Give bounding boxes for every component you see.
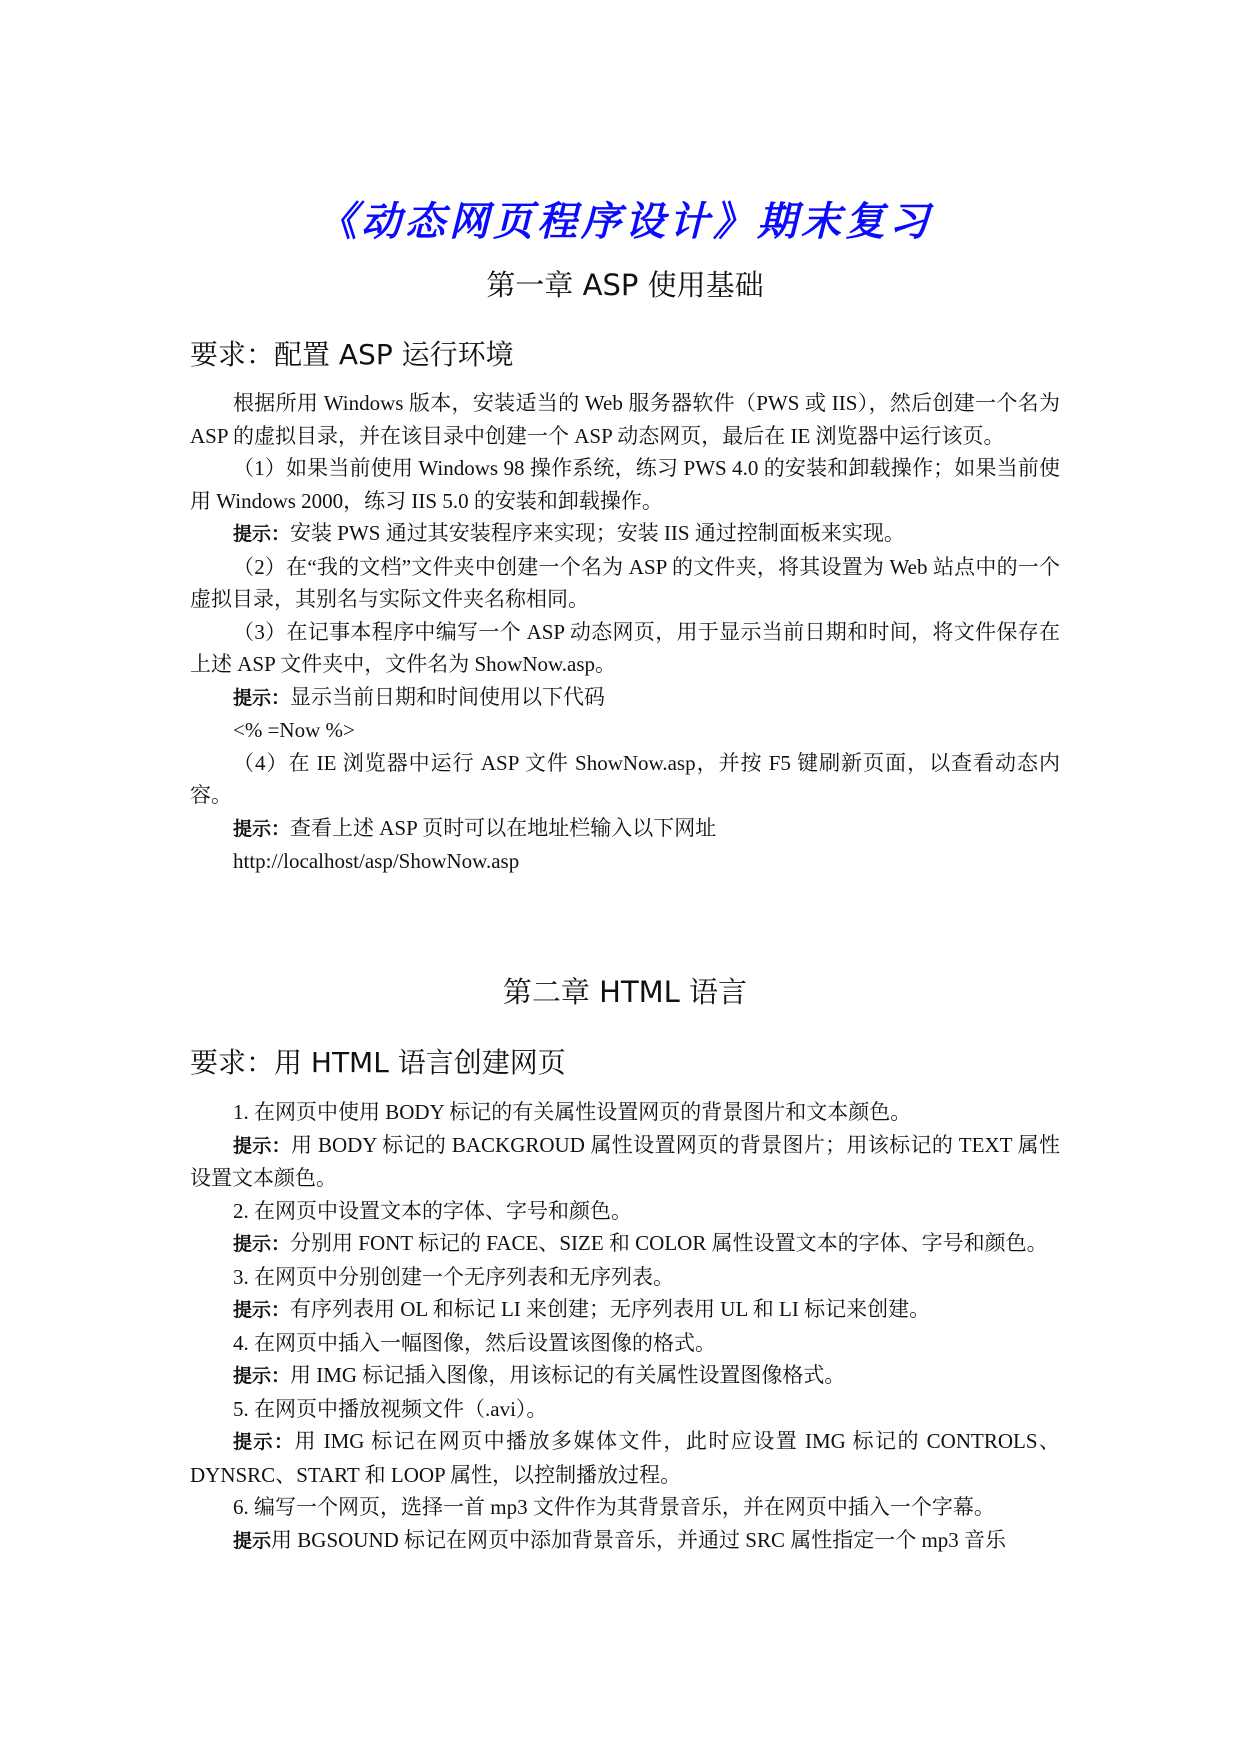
document-title: 《动态网页程序设计》期末复习 <box>317 198 933 245</box>
chapter-1-hint-3 <box>190 681 1060 715</box>
hint-text: 用 BGSOUND 标记在网页中添加背景音乐，并通过 SRC 属性指定一个 mp3 音乐 <box>271 1527 1007 1552</box>
hint-label: 提示： <box>233 1365 291 1387</box>
chapter-1-body <box>190 387 1060 878</box>
task-item: 6. 编写一个网页，选择一首 mp3 文件作为其背景音乐，并在网页中插入一个字幕。 <box>233 1495 995 1519</box>
chapter-1-item-4: （4）在 IE 浏览器中运行 ASP 文件 ShowNow.asp，并按 F5 键刷新页面，以查看动态内容。 <box>190 750 1060 807</box>
task-hint <box>190 1425 1060 1491</box>
document-page <box>190 0 1060 1754</box>
task-item: 2. 在网页中设置文本的字体、字号和颜色。 <box>233 1198 632 1223</box>
hint-text: 查看上述 ASP 页时可以在地址栏输入以下网址 <box>290 815 717 840</box>
task-item: 5. 在网页中播放视频文件（.avi）。 <box>233 1396 548 1421</box>
hint-text: 有序列表用 OL 和标记 LI 来创建；无序列表用 UL 和 LI 标记来创建。 <box>290 1297 931 1321</box>
chapter-1-requirement: 要求：配置 ASP 运行环境 <box>190 338 514 371</box>
hint-text: 用 BODY 标记的 BACKGROUD 属性设置网页的背景图片；用该标记的 TEXT 属性设置文本颜色。 <box>190 1132 1060 1190</box>
task-hint <box>190 1129 1060 1195</box>
hint-label: 提示： <box>233 1134 292 1157</box>
hint-label: 提示 <box>233 1529 272 1552</box>
task-item: 4. 在网页中插入一幅图像，然后设置该图像的格式。 <box>233 1330 716 1355</box>
url-text: http://localhost/asp/ShowNow.asp <box>233 849 520 873</box>
chapter-1-heading: 第一章 ASP 使用基础 <box>486 268 764 302</box>
hint-label: 提示： <box>233 1431 295 1453</box>
chapter-2-heading: 第二章 HTML 语言 <box>502 975 748 1009</box>
chapter-1-intro: 根据所用 Windows 版本，安装适当的 Web 服务器软件（PWS 或 IIS），然后创建一个名为 ASP 的虚拟目录，并在该目录中创建一个 ASP 动态网页，最后在 IE 浏览器中运行该页。 <box>190 391 1060 448</box>
task-hint <box>190 1359 1060 1393</box>
task-hint <box>190 1227 1060 1261</box>
hint-text: 用 IMG 标记在网页中播放多媒体文件，此时应设置 IMG 标记的 CONTROLS、DYNSRC、START 和 LOOP 属性，以控制播放过程。 <box>190 1429 1060 1487</box>
hint-text: 用 IMG 标记插入图像，用该标记的有关属性设置图像格式。 <box>290 1363 846 1387</box>
task-item: 3. 在网页中分别创建一个无序列表和无序列表。 <box>233 1264 674 1289</box>
hint-text: 安装 PWS 通过其安装程序来实现；安装 IIS 通过控制面板来实现。 <box>290 521 905 545</box>
hint-label: 提示： <box>233 1233 291 1255</box>
hint-label: 提示： <box>233 686 291 709</box>
chapter-2-requirement: 要求：用 HTML 语言创建网页 <box>190 1046 566 1079</box>
hint-label: 提示： <box>233 817 291 840</box>
task-hint <box>190 1293 1060 1327</box>
hint-label: 提示： <box>233 523 291 545</box>
chapter-1-item-2: （2）在“我的文档”文件夹中创建一个名为 ASP 的文件夹，将其设置为 Web 站点中的一个虚拟目录，其别名与实际文件夹名称相同。 <box>190 554 1060 611</box>
chapter-2-body <box>190 1096 1060 1557</box>
hint-text: 分别用 FONT 标记的 FACE、SIZE 和 COLOR 属性设置文本的字体、字号和颜色。 <box>290 1231 1048 1255</box>
task-hint <box>190 1524 1060 1558</box>
task-item: 1. 在网页中使用 BODY 标记的有关属性设置网页的背景图片和文本颜色。 <box>233 1100 912 1124</box>
chapter-1-hint-4 <box>190 812 1060 846</box>
code-snippet: <% =Now %> <box>233 718 355 742</box>
chapter-1-item-1: （1）如果当前使用 Windows 98 操作系统，练习 PWS 4.0 的安装和卸载操作；如果当前使用 Windows 2000，练习 IIS 5.0 的安装和卸载操作。 <box>190 456 1060 513</box>
chapter-1-hint-1 <box>190 517 1060 551</box>
hint-label: 提示： <box>233 1299 291 1321</box>
chapter-1-item-3: （3）在记事本程序中编写一个 ASP 动态网页，用于显示当前日期和时间，将文件保存在上述 ASP 文件夹中，文件名为 ShowNow.asp。 <box>190 619 1060 676</box>
hint-text: 显示当前日期和时间使用以下代码 <box>290 684 606 709</box>
